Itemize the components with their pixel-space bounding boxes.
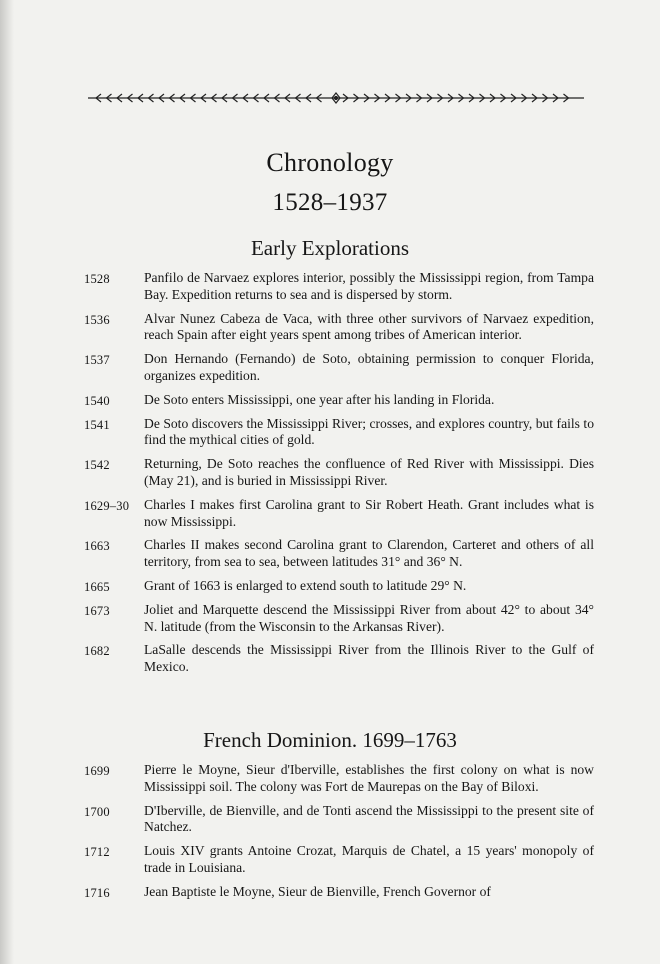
entry-year: 1673 <box>84 603 110 618</box>
entry-year: 1542 <box>84 458 110 473</box>
entry-text: Charles II makes second Carolina grant to Clarendon, Carteret and others of all territory, from sea to sea, between latitudes 31° and 36° N. <box>144 537 594 570</box>
list-item <box>84 762 594 796</box>
entry-text: Don Hernando (Fernando) de Soto, obtaining permission to conquer Florida, organizes expedition. <box>144 351 594 383</box>
entry-year: 1541 <box>84 417 110 432</box>
entry-list-early-explorations <box>84 270 594 676</box>
list-item <box>84 803 594 837</box>
list-item <box>84 392 594 409</box>
scan-edge-shadow <box>0 0 14 964</box>
entry-text: D'Iberville, de Bienville, and de Tonti ascend the Mississippi to the present site of Natchez. <box>144 802 594 835</box>
entry-year: 1716 <box>84 885 110 900</box>
entry-year: 1537 <box>84 353 110 368</box>
list-item <box>84 602 594 636</box>
entry-text: Grant of 1663 is enlarged to extend south to latitude 29° N. <box>144 577 467 593</box>
entry-text: Alvar Nunez Cabeza de Vaca, with three other survivors of Narvaez expedition, reach Spain after eight years spent among tribes of American interior. <box>144 310 594 343</box>
entry-text: LaSalle descends the Mississippi River from the Illinois River to the Gulf of Mexico. <box>144 642 594 675</box>
entry-text: De Soto enters Mississippi, one year after his landing in Florida. <box>144 391 495 407</box>
entry-text: Louis XIV grants Antoine Crozat, Marquis de Chatel, a 15 years' monopoly of trade in Louisiana. <box>144 843 594 875</box>
entry-text: Pierre le Moyne, Sieur d'Iberville, establishes the first colony on what is now Mississippi soil. The colony was Fort de Maurepas on the Bay of Biloxi. <box>144 762 594 794</box>
entry-text: Returning, De Soto reaches the confluence of Red River with Mississippi. Dies (May 21), and is buried in Mississippi River. <box>144 456 594 488</box>
section-heading-early-explorations: Early Explorations <box>250 236 410 260</box>
list-item <box>84 843 594 877</box>
list-item <box>84 456 594 490</box>
entry-year: 1682 <box>84 644 110 659</box>
entry-year: 1699 <box>84 764 110 778</box>
entry-year: 1540 <box>84 393 110 408</box>
entry-year: 1712 <box>84 845 110 860</box>
entry-text: Joliet and Marquette descend the Mississippi River from about 42° to about 34° N. latitude (from the Wisconsin to the Arkansas River). <box>144 601 594 634</box>
arrow-border-icon <box>86 88 586 108</box>
date-range: 1528–1937 <box>272 189 388 216</box>
list-item <box>84 351 594 385</box>
section-heading-french-dominion: French Dominion. 1699–1763 <box>203 728 457 752</box>
entry-year: 1536 <box>84 312 110 327</box>
list-item <box>84 311 594 345</box>
list-item <box>84 270 594 304</box>
list-item <box>84 416 594 450</box>
page-title: Chronology <box>266 148 394 177</box>
entry-year: 1629–30 <box>84 498 130 513</box>
list-item <box>84 537 594 571</box>
entry-text: De Soto discovers the Mississippi River; crosses, and explores country, but fails to find the mythical cities of gold. <box>144 415 594 448</box>
list-item <box>84 642 594 676</box>
entry-year: 1665 <box>84 579 110 594</box>
list-item <box>84 578 594 595</box>
entry-year: 1700 <box>84 804 110 819</box>
entry-text: Panfilo de Narvaez explores interior, possibly the Mississippi region, from Tampa Bay. Expedition returns to sea and is dispersed by storm. <box>144 270 594 302</box>
list-item <box>84 497 594 531</box>
entry-year: 1663 <box>84 539 110 554</box>
entry-text: Charles I makes first Carolina grant to Sir Robert Heath. Grant includes what is now Mississippi. <box>144 496 594 529</box>
entry-year: 1528 <box>84 272 110 286</box>
entry-list-french-dominion <box>84 762 594 901</box>
entry-text: Jean Baptiste le Moyne, Sieur de Bienville, French Governor of <box>144 883 491 899</box>
list-item <box>84 884 594 901</box>
